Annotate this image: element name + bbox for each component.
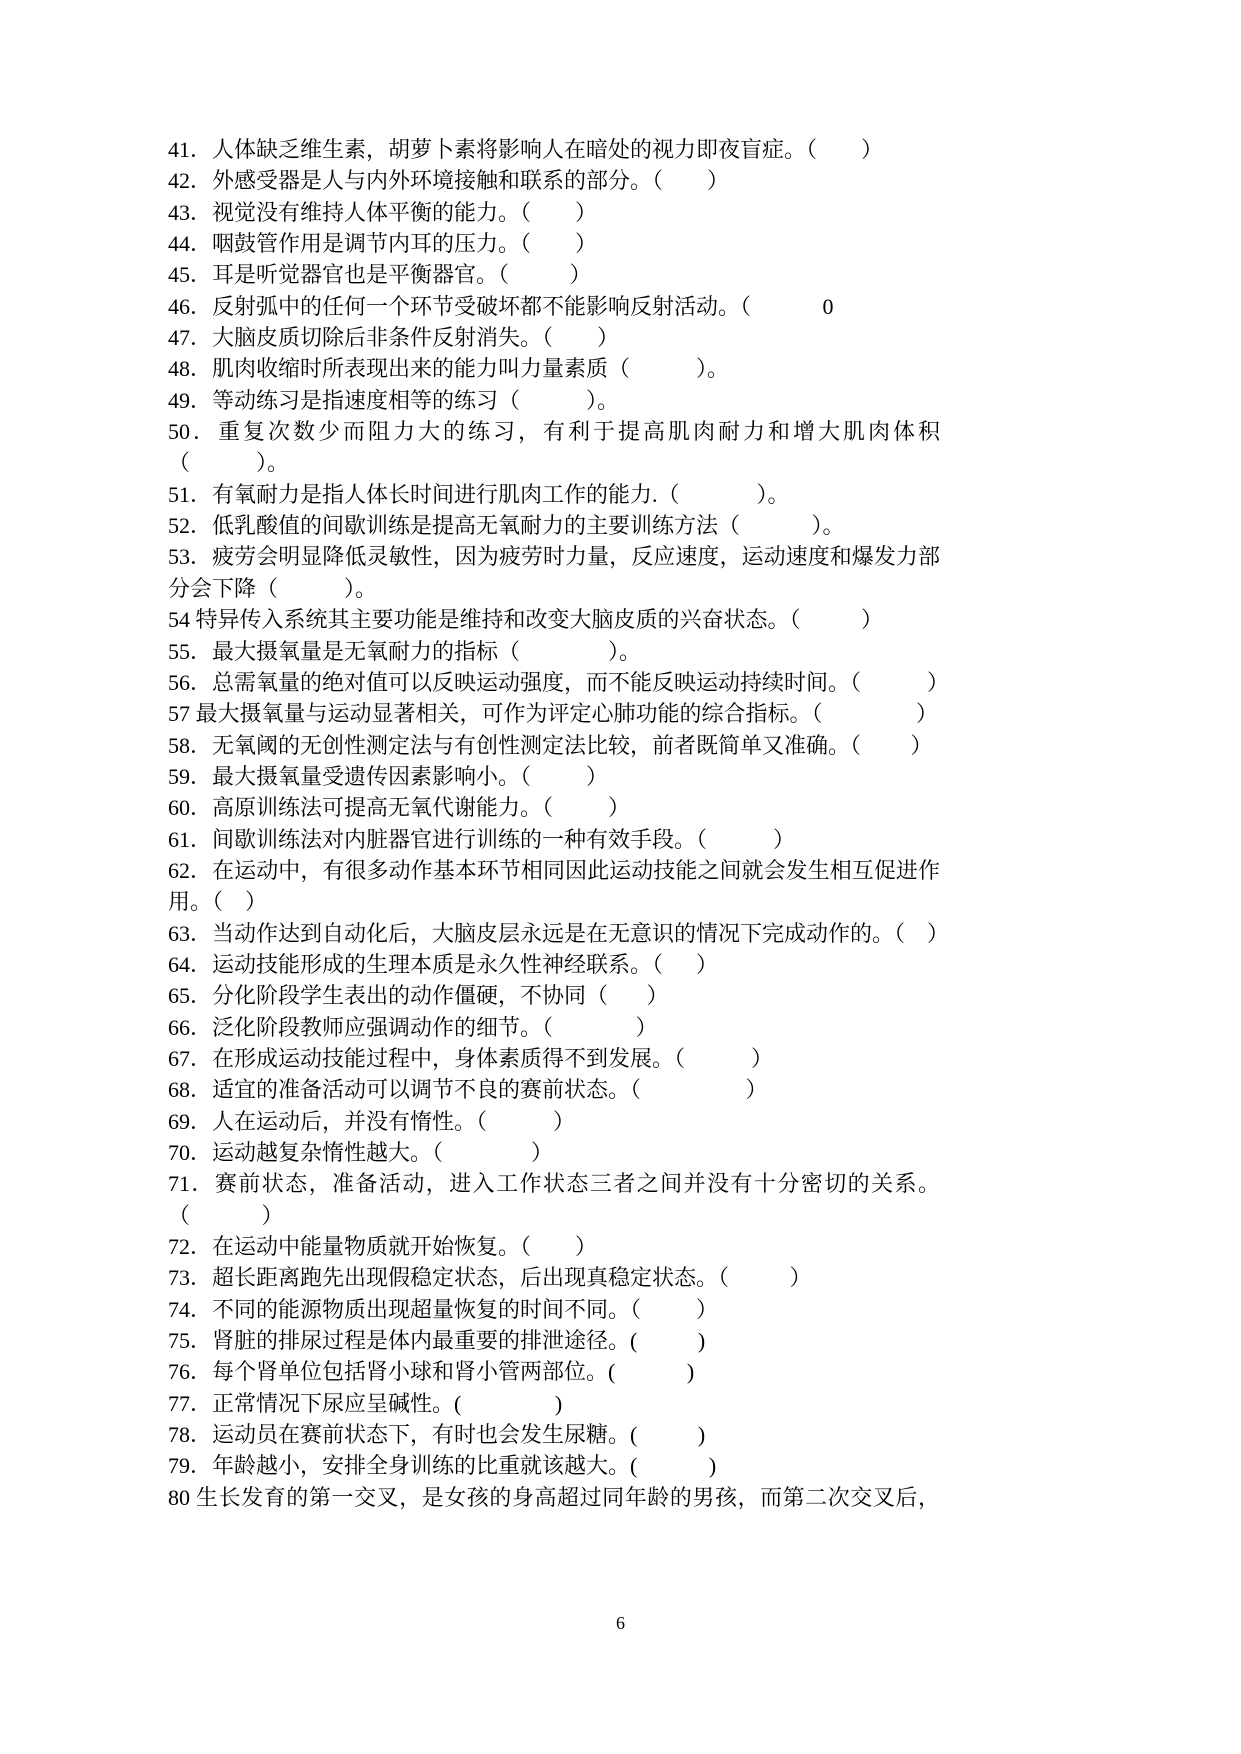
question-42: 42．外感受器是人与内外环境接触和联系的部分。（ ） <box>168 168 730 194</box>
question-58: 58．无氧阈的无创性测定法与有创性测定法比较，前者既简单又准确。（ ） <box>168 732 933 758</box>
question-53-line-1: 53．疲劳会明显降低灵敏性，因为疲劳时力量，反应速度，运动速度和爆发力部 <box>168 544 940 570</box>
question-60: 60．高原训练法可提高无氧代谢能力。（ ） <box>168 795 631 821</box>
question-75: 75．肾脏的排尿过程是体内最重要的排泄途径。( ) <box>168 1328 706 1354</box>
question-68: 68．适宜的准备活动可以调节不良的赛前状态。（ ） <box>168 1077 768 1103</box>
question-73: 73．超长距离跑先出现假稳定状态，后出现真稳定状态。（ ） <box>168 1265 812 1291</box>
question-62-line-2: 用。（ ） <box>168 889 268 915</box>
question-52: 52．低乳酸值的间歇训练是提高无氧耐力的主要训练方法（ ）。 <box>168 513 845 539</box>
question-62-line-1: 62．在运动中，有很多动作基本环节相同因此运动技能之间就会发生相互促进作 <box>168 857 940 883</box>
question-72: 72．在运动中能量物质就开始恢复。（ ） <box>168 1234 598 1260</box>
question-56: 56．总需氧量的绝对值可以反映运动强度，而不能反映运动持续时间。（ ） <box>168 669 950 695</box>
question-50-line-2: （ ）。 <box>168 450 290 476</box>
question-list <box>168 134 950 1513</box>
question-50-line-1: 50．重复次数少而阻力大的练习，有利于提高肌肉耐力和增大肌肉体积 <box>168 419 940 445</box>
question-71-line-2: （ ） <box>168 1202 284 1228</box>
question-43: 43．视觉没有维持人体平衡的能力。（ ） <box>168 199 598 225</box>
question-61: 61．间歇训练法对内脏器官进行训练的一种有效手段。（ ） <box>168 826 796 852</box>
question-53-line-2: 分会下降（ ）。 <box>168 575 378 601</box>
question-48: 48．肌肉收缩时所表现出来的能力叫力量素质（ ）。 <box>168 356 730 382</box>
question-44: 44．咽鼓管作用是调节内耳的压力。（ ） <box>168 231 598 257</box>
question-65: 65．分化阶段学生表出的动作僵硬，不协同（ ） <box>168 983 669 1009</box>
question-45: 45．耳是听觉器官也是平衡器官。（ ） <box>168 262 592 288</box>
question-51: 51．有氧耐力是指人体长时间进行肌肉工作的能力.（ ）。 <box>168 481 790 507</box>
question-70: 70．运动越复杂惰性越大。（ ） <box>168 1140 554 1165</box>
question-63: 63．当动作达到自动化后，大脑皮层永远是在无意识的情况下完成动作的。（ ） <box>168 920 950 946</box>
question-78: 78．运动员在赛前状态下，有时也会发生尿糖。( ) <box>168 1422 706 1448</box>
question-80-line-1: 80 生长发育的第一交叉，是女孩的身高超过同年龄的男孩，而第二次交叉后， <box>168 1484 940 1510</box>
question-79: 79．年龄越小，安排全身训练的比重就该越大。( ) <box>168 1453 717 1479</box>
question-74: 74．不同的能源物质出现超量恢复的时间不同。（ ） <box>168 1296 719 1322</box>
question-54: 54 特异传入系统其主要功能是维持和改变大脑皮质的兴奋状态。（ ） <box>168 607 884 633</box>
question-71-line-1: 71．赛前状态，准备活动，进入工作状态三者之间并没有十分密切的关系。 <box>168 1171 940 1197</box>
question-69: 69．人在运动后，并没有惰性。（ ） <box>168 1108 576 1134</box>
question-59: 59．最大摄氧量受遗传因素影响小。（ ） <box>168 763 609 789</box>
question-64: 64．运动技能形成的生理本质是永久性神经联系。（ ） <box>168 951 719 977</box>
question-57: 57 最大摄氧量与运动显著相关，可作为评定心肺功能的综合指标。（ ） <box>168 701 939 727</box>
question-55: 55．最大摄氧量是无氧耐力的指标（ ）。 <box>168 638 642 664</box>
question-46: 46．反射弧中的任何一个环节受破坏都不能影响反射活动。（ 0 <box>168 293 834 319</box>
question-66: 66．泛化阶段教师应强调动作的细节。（ ） <box>168 1014 658 1040</box>
question-47: 47．大脑皮质切除后非条件反射消失。（ ） <box>168 325 620 351</box>
question-67: 67．在形成运动技能过程中，身体素质得不到发展。（ ） <box>168 1045 774 1071</box>
question-76: 76．每个肾单位包括肾小球和肾小管两部位。( ) <box>168 1359 695 1385</box>
question-41: 41．人体缺乏维生素，胡萝卜素将影响人在暗处的视力即夜盲症。（ ） <box>168 137 884 162</box>
question-49: 49．等动练习是指速度相等的练习（ ）。 <box>168 387 620 413</box>
page-number: 6 <box>616 1613 625 1633</box>
question-77: 77．正常情况下尿应呈碱性。( ) <box>168 1390 563 1416</box>
